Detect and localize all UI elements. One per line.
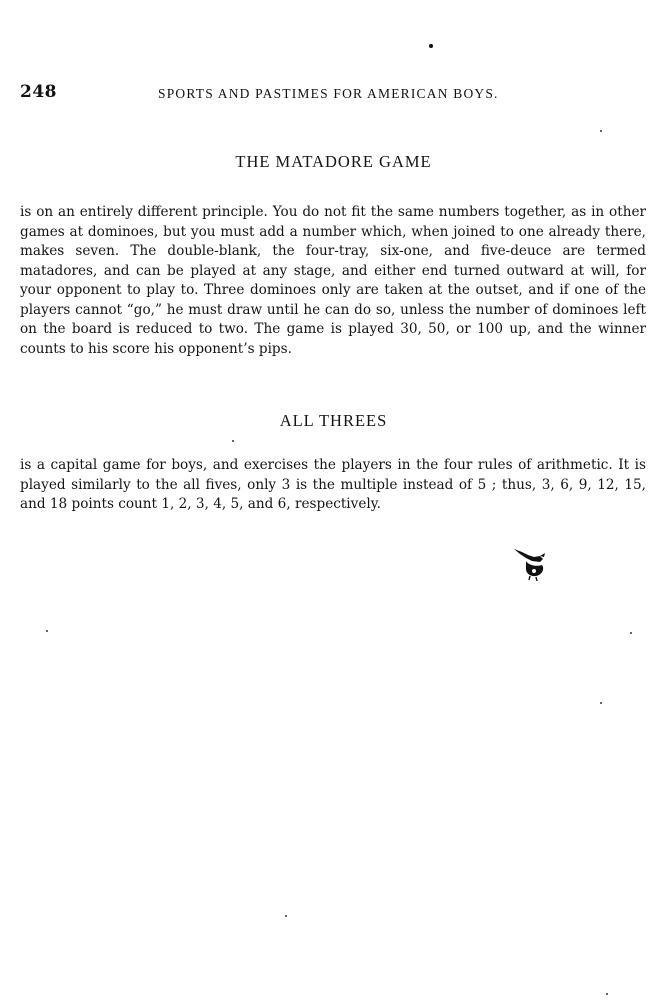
dust-speck	[232, 440, 234, 442]
dust-speck	[600, 130, 602, 132]
page-number: 248	[20, 82, 57, 102]
running-title: SPORTS AND PASTIMES FOR AMERICAN BOYS.	[158, 86, 499, 101]
bird-vignette-icon	[512, 543, 552, 583]
dust-speck	[600, 702, 602, 704]
paragraph-all-threes: is a capital game for boys, and exercises the players in the four rules of arithmetic. It is played similarly to the all fives, only 3 is the multiple instead of 5 ; thus, 3, 6, 9, 12, 15, and 18 points count 1, 2, 3, 4, 5, and 6, respectively.	[20, 457, 646, 512]
dust-speck	[285, 915, 287, 917]
dust-speck	[46, 630, 48, 632]
dust-speck	[630, 632, 632, 634]
paragraph-matadore: is on an entirely different principle. You do not fit the same numbers together, as in other games at dominoes, but you must add a number which, when joined to one already there, makes seven. The double-blank, the four-tray, six-one, and five-deuce are termed matadores, and can be played at any stage, and either end turned outward at will, for your opponent to play to. Three dominoes only are taken at the outset, and if one of the players cannot “go,” he must draw until he can do so, unless the number of dominoes left on the board is reduced to two. The game is played 30, 50, or 100 up, and the winner counts to his score his opponent’s pips.	[20, 204, 646, 357]
section-heading-matadore: THE MATADORE GAME	[235, 152, 432, 171]
section-heading-all-threes: ALL THREES	[279, 411, 388, 430]
dust-speck	[606, 993, 608, 995]
dust-speck	[429, 44, 433, 48]
running-head	[20, 82, 645, 106]
